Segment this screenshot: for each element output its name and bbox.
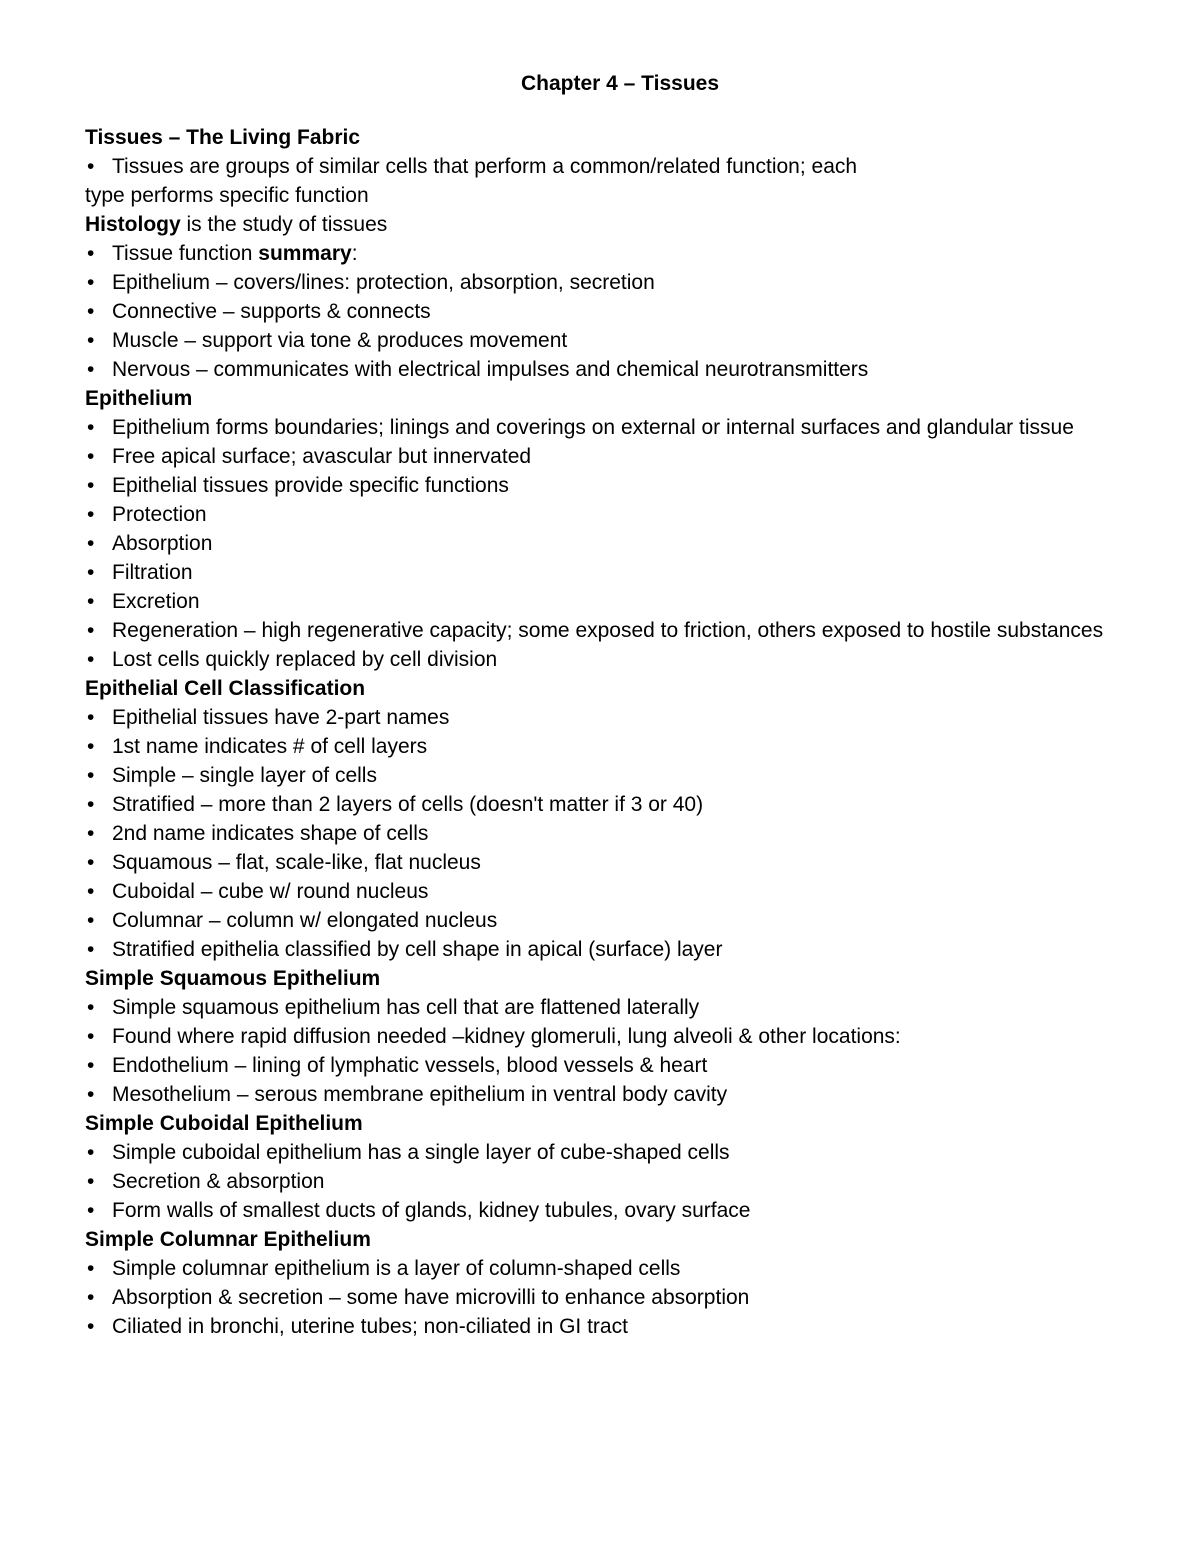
bullet-item [85,355,1145,384]
bullet-text: Stratified – more than 2 layers of cells (doesn't matter if 3 or 40) [112,793,704,816]
bullet-glyph: • [87,1286,95,1309]
bullet-glyph: • [87,880,95,903]
bullet-item [85,529,1145,558]
bullet-text: Stratified epithelia classified by cell shape in apical (surface) layer [112,938,723,961]
bullet-item [85,1051,1145,1080]
bullet-glyph: • [87,155,95,178]
bullet-item [85,239,1145,268]
bullet-item [85,732,1145,761]
bullet-text: Simple cuboidal epithelium has a single layer of cube-shaped cells [112,1141,730,1164]
bullet-text: 2nd name indicates shape of cells [112,822,429,845]
bullet-item [85,1167,1145,1196]
bullet-text: Filtration [112,561,193,584]
bullet-text: Ciliated in bronchi, uterine tubes; non-ciliated in GI tract [112,1315,628,1338]
bullet-glyph: • [87,1170,95,1193]
bullet-text: Connective – supports & connects [112,300,431,323]
bullet-glyph: • [87,706,95,729]
bullet-item [85,1138,1145,1167]
bullet-glyph: • [87,300,95,323]
bullet-text: Found where rapid diffusion needed –kidney glomeruli, lung alveoli & other locations: [112,1025,901,1048]
bullet-item [85,297,1145,326]
bullet-item [85,1022,1145,1051]
bullet-glyph: • [87,909,95,932]
bullet-text: Epithelial tissues have 2-part names [112,706,450,729]
bullet-item [85,413,1145,442]
bullet-item [85,152,1145,181]
bullet-glyph: • [87,938,95,961]
bullet-text: Columnar – column w/ elongated nucleus [112,909,498,932]
bullet-glyph: • [87,793,95,816]
bullet-item [85,587,1145,616]
bullet-text: Mesothelium – serous membrane epithelium in ventral body cavity [112,1083,728,1106]
bullet-text: : [351,242,358,265]
bullet-text: Regeneration – high regenerative capacity; some exposed to friction, others exposed to hostile substances [112,619,1104,642]
bullet-glyph: • [87,648,95,671]
bullet-glyph: • [87,1054,95,1077]
bullet-glyph: • [87,242,95,265]
bullet-item [85,442,1145,471]
bullet-text: Free apical surface; avascular but innervated [112,445,532,468]
histology-term: Histology [85,213,181,236]
bullet-text: Secretion & absorption [112,1170,325,1193]
bullet-item [85,500,1145,529]
bullet-text: Protection [112,503,207,526]
bullet-text: Simple squamous epithelium has cell that are flattened laterally [112,996,700,1019]
bullet-glyph: • [87,1025,95,1048]
bullet-text: Lost cells quickly replaced by cell division [112,648,498,671]
bullet-glyph: • [87,329,95,352]
bullet-text: Cuboidal – cube w/ round nucleus [112,880,429,903]
section-heading-simple-squamous: Simple Squamous Epithelium [85,967,381,990]
bullet-glyph: • [87,1257,95,1280]
bullet-item [85,993,1145,1022]
summary-term: summary [258,242,352,265]
bullet-glyph: • [87,358,95,381]
bullet-item [85,1283,1145,1312]
bullet-glyph: • [87,851,95,874]
bullet-item [85,819,1145,848]
bullet-glyph: • [87,822,95,845]
bullet-text: Epithelial tissues provide specific functions [112,474,509,497]
bullet-glyph: • [87,1199,95,1222]
bullet-item [85,1080,1145,1109]
bullet-glyph: • [87,503,95,526]
bullet-glyph: • [87,532,95,555]
bullet-glyph: • [87,764,95,787]
bullet-item [85,1312,1145,1341]
bullet-item [85,326,1145,355]
section-heading-simple-cuboidal: Simple Cuboidal Epithelium [85,1112,363,1135]
bullet-glyph: • [87,996,95,1019]
bullet-item [85,645,1145,674]
bullet-glyph: • [87,590,95,613]
bullet-glyph: • [87,1315,95,1338]
bullet-item [85,471,1145,500]
bullet-text: Tissue function [112,242,259,265]
bullet-text: Muscle – support via tone & produces movement [112,329,568,352]
bullet-text: Squamous – flat, scale-like, flat nucleus [112,851,481,874]
bullet-glyph: • [87,416,95,439]
bullet-glyph: • [87,1141,95,1164]
bullet-item [85,703,1145,732]
bullet-text: Nervous – communicates with electrical impulses and chemical neurotransmitters [112,358,869,381]
section-heading-epithelium: Epithelium [85,387,193,410]
bullet-text: Absorption [112,532,213,555]
histology-text: is the study of tissues [180,213,388,236]
bullet-item [85,790,1145,819]
bullet-glyph: • [87,561,95,584]
bullet-glyph: • [87,271,95,294]
section-heading-simple-columnar: Simple Columnar Epithelium [85,1228,371,1251]
section-heading-classification: Epithelial Cell Classification [85,677,366,700]
bullet-item [85,906,1145,935]
bullet-item [85,558,1145,587]
bullet-text: Form walls of smallest ducts of glands, kidney tubules, ovary surface [112,1199,751,1222]
bullet-glyph: • [87,619,95,642]
page-title: Chapter 4 – Tissues [520,72,720,95]
bullet-glyph: • [87,474,95,497]
bullet-item [85,616,1145,645]
section-heading-tissues: Tissues – The Living Fabric [85,126,361,149]
bullet-item [85,268,1145,297]
bullet-text: Simple columnar epithelium is a layer of column-shaped cells [112,1257,681,1280]
bullet-text: Endothelium – lining of lymphatic vessels, blood vessels & heart [112,1054,708,1077]
bullet-text: Absorption & secretion – some have microvilli to enhance absorption [112,1286,750,1309]
bullet-text: Epithelium forms boundaries; linings and coverings on external or internal surfaces and glandular tissue [112,416,1074,439]
bullet-text: Epithelium – covers/lines: protection, absorption, secretion [112,271,655,294]
bullet-continuation: type performs specific function [85,184,369,207]
bullet-item [85,935,1145,964]
document-body [85,123,1145,1341]
bullet-item [85,1196,1145,1225]
bullet-text: Excretion [112,590,200,613]
bullet-text: 1st name indicates # of cell layers [112,735,428,758]
bullet-text: Tissues are groups of similar cells that perform a common/related function; each [112,155,858,178]
histology-definition [85,210,1145,239]
bullet-item [85,761,1145,790]
bullet-text: Simple – single layer of cells [112,764,377,787]
bullet-glyph: • [87,735,95,758]
bullet-item [85,1254,1145,1283]
bullet-item [85,877,1145,906]
bullet-glyph: • [87,1083,95,1106]
bullet-item [85,848,1145,877]
bullet-glyph: • [87,445,95,468]
